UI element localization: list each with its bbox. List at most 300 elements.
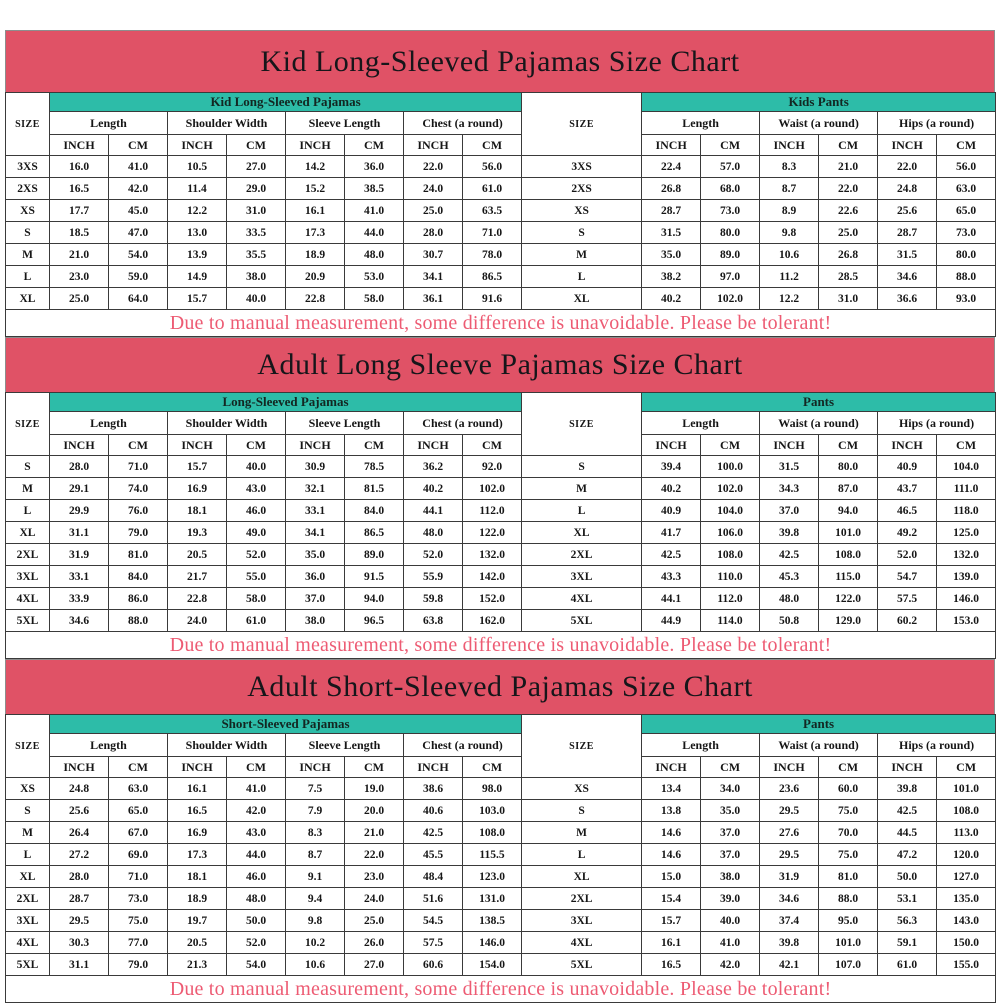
cell-value: 92.0 — [463, 456, 522, 478]
row-size-label: S — [6, 456, 50, 478]
cell-value: 122.0 — [463, 522, 522, 544]
cell-value: 162.0 — [463, 610, 522, 632]
row-size-label: 2XL — [522, 544, 642, 566]
cell-value: 79.0 — [109, 522, 168, 544]
cell-value: 61.0 — [227, 610, 286, 632]
cell-value: 49.2 — [878, 522, 937, 544]
cell-value: 9.8 — [760, 222, 819, 244]
cell-value: 42.1 — [760, 954, 819, 976]
row-size-label: S — [6, 222, 50, 244]
cell-value: 58.0 — [345, 288, 404, 310]
row-size-label: XL — [522, 866, 642, 888]
cell-value: 118.0 — [937, 500, 996, 522]
cell-value: 33.1 — [50, 566, 109, 588]
unit-header: INCH — [168, 757, 227, 778]
cell-value: 28.0 — [404, 222, 463, 244]
cell-value: 19.3 — [168, 522, 227, 544]
cell-value: 40.2 — [404, 478, 463, 500]
cell-value: 37.0 — [286, 588, 345, 610]
cell-value: 13.8 — [642, 800, 701, 822]
cell-value: 106.0 — [701, 522, 760, 544]
row-size-label: 2XS — [522, 178, 642, 200]
cell-value: 59.1 — [878, 932, 937, 954]
cell-value: 48.0 — [227, 888, 286, 910]
row-size-label: 3XL — [522, 910, 642, 932]
cell-value: 38.5 — [345, 178, 404, 200]
cell-value: 115.0 — [819, 566, 878, 588]
cell-value: 75.0 — [819, 800, 878, 822]
adult-long-size-table — [5, 392, 996, 659]
cell-value: 146.0 — [463, 932, 522, 954]
cell-value: 60.6 — [404, 954, 463, 976]
cell-value: 35.0 — [642, 244, 701, 266]
cell-value: 104.0 — [701, 500, 760, 522]
cell-value: 86.0 — [109, 588, 168, 610]
cell-value: 146.0 — [937, 588, 996, 610]
unit-header: CM — [227, 135, 286, 156]
table-row — [6, 932, 996, 954]
cell-value: 91.6 — [463, 288, 522, 310]
measure-group-header: Length — [642, 412, 760, 435]
row-size-label: 3XS — [6, 156, 50, 178]
cell-value: 132.0 — [463, 544, 522, 566]
cell-value: 50.0 — [878, 866, 937, 888]
cell-value: 153.0 — [937, 610, 996, 632]
unit-header: INCH — [50, 135, 109, 156]
cell-value: 40.9 — [642, 500, 701, 522]
cell-value: 35.5 — [227, 244, 286, 266]
cell-value: 120.0 — [937, 844, 996, 866]
cell-value: 31.9 — [50, 544, 109, 566]
cell-value: 21.0 — [50, 244, 109, 266]
cell-value: 101.0 — [819, 522, 878, 544]
cell-value: 48.4 — [404, 866, 463, 888]
cell-value: 28.7 — [50, 888, 109, 910]
cell-value: 15.2 — [286, 178, 345, 200]
adult-short-section-banner — [5, 659, 995, 714]
table-row — [6, 288, 996, 310]
unit-header: INCH — [642, 435, 701, 456]
cell-value: 19.0 — [345, 778, 404, 800]
cell-value: 14.9 — [168, 266, 227, 288]
header-row-measures — [6, 112, 996, 135]
cell-value: 40.6 — [404, 800, 463, 822]
unit-header: CM — [109, 435, 168, 456]
cell-value: 22.0 — [878, 156, 937, 178]
table-row — [6, 222, 996, 244]
cell-value: 29.0 — [227, 178, 286, 200]
measure-group-header: Length — [50, 734, 168, 757]
pants-table-title: Pants — [642, 715, 996, 734]
cell-value: 16.5 — [168, 800, 227, 822]
unit-header: CM — [937, 135, 996, 156]
cell-value: 154.0 — [463, 954, 522, 976]
unit-header: CM — [819, 757, 878, 778]
unit-header: CM — [227, 435, 286, 456]
cell-value: 16.5 — [50, 178, 109, 200]
cell-value: 24.8 — [50, 778, 109, 800]
cell-value: 10.6 — [286, 954, 345, 976]
cell-value: 101.0 — [819, 932, 878, 954]
cell-value: 108.0 — [937, 800, 996, 822]
cell-value: 123.0 — [463, 866, 522, 888]
measure-group-header: Chest (a round) — [404, 734, 522, 757]
table-row — [6, 954, 996, 976]
cell-value: 38.0 — [701, 866, 760, 888]
row-size-label: XL — [6, 522, 50, 544]
cell-value: 114.0 — [701, 610, 760, 632]
cell-value: 34.1 — [404, 266, 463, 288]
row-size-label: 4XL — [6, 588, 50, 610]
cell-value: 22.8 — [286, 288, 345, 310]
cell-value: 73.0 — [937, 222, 996, 244]
cell-value: 31.5 — [642, 222, 701, 244]
cell-value: 108.0 — [463, 822, 522, 844]
measure-group-header: Length — [50, 412, 168, 435]
unit-header: INCH — [168, 435, 227, 456]
cell-value: 35.0 — [286, 544, 345, 566]
unit-header: INCH — [878, 135, 937, 156]
cell-value: 78.0 — [463, 244, 522, 266]
cell-value: 40.0 — [701, 910, 760, 932]
cell-value: 19.7 — [168, 910, 227, 932]
row-size-label: 5XL — [6, 610, 50, 632]
row-size-label: L — [522, 266, 642, 288]
cell-value: 48.0 — [760, 588, 819, 610]
cell-value: 122.0 — [819, 588, 878, 610]
cell-value: 67.0 — [109, 822, 168, 844]
cell-value: 25.0 — [819, 222, 878, 244]
unit-header: INCH — [286, 135, 345, 156]
cell-value: 30.3 — [50, 932, 109, 954]
cell-value: 18.9 — [286, 244, 345, 266]
cell-value: 84.0 — [109, 566, 168, 588]
row-size-label: M — [522, 244, 642, 266]
measure-group-header: Sleeve Length — [286, 412, 404, 435]
cell-value: 102.0 — [701, 478, 760, 500]
header-row-measures — [6, 412, 996, 435]
unit-header: INCH — [760, 435, 819, 456]
cell-value: 55.9 — [404, 566, 463, 588]
cell-value: 81.0 — [109, 544, 168, 566]
garment-table-title: Short-Sleeved Pajamas — [50, 715, 522, 734]
cell-value: 10.5 — [168, 156, 227, 178]
cell-value: 100.0 — [701, 456, 760, 478]
unit-header: INCH — [404, 435, 463, 456]
kid-size-table — [5, 92, 996, 337]
cell-value: 37.4 — [760, 910, 819, 932]
cell-value: 29.1 — [50, 478, 109, 500]
cell-value: 42.5 — [878, 800, 937, 822]
section-kid-long-sleeved — [5, 30, 995, 337]
cell-value: 98.0 — [463, 778, 522, 800]
cell-value: 56.3 — [878, 910, 937, 932]
unit-header: CM — [819, 135, 878, 156]
row-size-label: 3XL — [522, 566, 642, 588]
table-row — [6, 822, 996, 844]
cell-value: 52.0 — [227, 932, 286, 954]
cell-value: 45.3 — [760, 566, 819, 588]
cell-value: 21.0 — [345, 822, 404, 844]
cell-value: 34.6 — [878, 266, 937, 288]
cell-value: 28.0 — [50, 456, 109, 478]
cell-value: 16.9 — [168, 822, 227, 844]
cell-value: 60.2 — [878, 610, 937, 632]
cell-value: 31.5 — [760, 456, 819, 478]
cell-value: 63.8 — [404, 610, 463, 632]
table-row — [6, 178, 996, 200]
cell-value: 43.7 — [878, 478, 937, 500]
cell-value: 54.7 — [878, 566, 937, 588]
cell-value: 127.0 — [937, 866, 996, 888]
row-size-label: 2XL — [6, 888, 50, 910]
cell-value: 31.0 — [819, 288, 878, 310]
cell-value: 46.0 — [227, 866, 286, 888]
cell-value: 36.2 — [404, 456, 463, 478]
cell-value: 56.0 — [937, 156, 996, 178]
row-size-label: 3XS — [522, 156, 642, 178]
cell-value: 11.2 — [760, 266, 819, 288]
unit-header: INCH — [760, 757, 819, 778]
cell-value: 29.5 — [760, 800, 819, 822]
cell-value: 20.9 — [286, 266, 345, 288]
size-column-header: SIZE — [6, 93, 50, 156]
cell-value: 23.0 — [345, 866, 404, 888]
row-size-label: XS — [6, 200, 50, 222]
cell-value: 135.0 — [937, 888, 996, 910]
cell-value: 86.5 — [463, 266, 522, 288]
cell-value: 56.0 — [463, 156, 522, 178]
cell-value: 57.0 — [701, 156, 760, 178]
cell-value: 26.8 — [819, 244, 878, 266]
cell-value: 11.4 — [168, 178, 227, 200]
disclaimer-row — [6, 976, 996, 1003]
cell-value: 57.5 — [404, 932, 463, 954]
unit-header: INCH — [50, 757, 109, 778]
disclaimer-text: Due to manual measurement, some difference is unavoidable. Please be tolerant! — [6, 976, 996, 1003]
measure-group-header: Shoulder Width — [168, 412, 286, 435]
cell-value: 13.4 — [642, 778, 701, 800]
cell-value: 96.5 — [345, 610, 404, 632]
unit-header: CM — [109, 757, 168, 778]
unit-header: CM — [463, 135, 522, 156]
cell-value: 34.6 — [760, 888, 819, 910]
unit-header: INCH — [50, 435, 109, 456]
cell-value: 143.0 — [937, 910, 996, 932]
cell-value: 40.0 — [227, 456, 286, 478]
cell-value: 21.7 — [168, 566, 227, 588]
cell-value: 16.5 — [642, 954, 701, 976]
disclaimer-row — [6, 632, 996, 659]
cell-value: 44.0 — [345, 222, 404, 244]
disclaimer-row — [6, 310, 996, 337]
cell-value: 34.0 — [701, 778, 760, 800]
cell-value: 52.0 — [878, 544, 937, 566]
cell-value: 33.9 — [50, 588, 109, 610]
header-row-titles — [6, 93, 996, 112]
measure-group-header: Waist (a round) — [760, 734, 878, 757]
cell-value: 33.5 — [227, 222, 286, 244]
unit-header: CM — [345, 757, 404, 778]
cell-value: 8.9 — [760, 200, 819, 222]
row-size-label: 5XL — [522, 954, 642, 976]
measure-group-header: Length — [50, 112, 168, 135]
section-adult-long-sleeve — [5, 337, 995, 659]
cell-value: 44.0 — [227, 844, 286, 866]
cell-value: 80.0 — [937, 244, 996, 266]
cell-value: 30.7 — [404, 244, 463, 266]
cell-value: 17.3 — [168, 844, 227, 866]
cell-value: 70.0 — [819, 822, 878, 844]
section-title: Kid Long-Sleeved Pajamas Size Chart — [260, 44, 740, 78]
cell-value: 108.0 — [819, 544, 878, 566]
cell-value: 42.5 — [404, 822, 463, 844]
cell-value: 36.0 — [286, 566, 345, 588]
cell-value: 15.7 — [642, 910, 701, 932]
cell-value: 125.0 — [937, 522, 996, 544]
cell-value: 8.3 — [286, 822, 345, 844]
unit-header: CM — [701, 435, 760, 456]
cell-value: 24.0 — [404, 178, 463, 200]
row-size-label: M — [6, 244, 50, 266]
cell-value: 39.4 — [642, 456, 701, 478]
cell-value: 27.2 — [50, 844, 109, 866]
cell-value: 29.9 — [50, 500, 109, 522]
cell-value: 36.6 — [878, 288, 937, 310]
cell-value: 44.1 — [642, 588, 701, 610]
cell-value: 46.5 — [878, 500, 937, 522]
table-row — [6, 610, 996, 632]
cell-value: 84.0 — [345, 500, 404, 522]
cell-value: 55.0 — [227, 566, 286, 588]
row-size-label: 5XL — [6, 954, 50, 976]
cell-value: 22.6 — [819, 200, 878, 222]
cell-value: 54.0 — [227, 954, 286, 976]
cell-value: 41.0 — [345, 200, 404, 222]
cell-value: 29.5 — [760, 844, 819, 866]
measure-group-header: Hips (a round) — [878, 412, 996, 435]
cell-value: 37.0 — [760, 500, 819, 522]
cell-value: 113.0 — [937, 822, 996, 844]
cell-value: 49.0 — [227, 522, 286, 544]
cell-value: 43.3 — [642, 566, 701, 588]
row-size-label: S — [522, 800, 642, 822]
cell-value: 139.0 — [937, 566, 996, 588]
cell-value: 131.0 — [463, 888, 522, 910]
cell-value: 44.5 — [878, 822, 937, 844]
cell-value: 91.5 — [345, 566, 404, 588]
row-size-label: 3XL — [6, 910, 50, 932]
cell-value: 89.0 — [701, 244, 760, 266]
cell-value: 34.3 — [760, 478, 819, 500]
measure-group-header: Length — [642, 734, 760, 757]
size-chart-page — [5, 30, 995, 1003]
cell-value: 25.6 — [878, 200, 937, 222]
row-size-label: XL — [6, 866, 50, 888]
cell-value: 44.9 — [642, 610, 701, 632]
cell-value: 50.0 — [227, 910, 286, 932]
cell-value: 28.5 — [819, 266, 878, 288]
cell-value: 28.7 — [642, 200, 701, 222]
row-size-label: 2XL — [6, 544, 50, 566]
unit-header: INCH — [642, 135, 701, 156]
cell-value: 81.5 — [345, 478, 404, 500]
cell-value: 112.0 — [463, 500, 522, 522]
cell-value: 37.0 — [701, 844, 760, 866]
cell-value: 16.1 — [168, 778, 227, 800]
table-row — [6, 910, 996, 932]
unit-header: CM — [227, 757, 286, 778]
cell-value: 42.0 — [109, 178, 168, 200]
cell-value: 32.1 — [286, 478, 345, 500]
header-row-units — [6, 435, 996, 456]
row-size-label: 4XL — [522, 932, 642, 954]
cell-value: 42.0 — [227, 800, 286, 822]
cell-value: 27.0 — [227, 156, 286, 178]
cell-value: 63.5 — [463, 200, 522, 222]
row-size-label: L — [6, 266, 50, 288]
cell-value: 28.7 — [878, 222, 937, 244]
cell-value: 30.9 — [286, 456, 345, 478]
garment-table-title: Long-Sleeved Pajamas — [50, 393, 522, 412]
cell-value: 36.1 — [404, 288, 463, 310]
measure-group-header: Hips (a round) — [878, 112, 996, 135]
cell-value: 80.0 — [701, 222, 760, 244]
cell-value: 78.5 — [345, 456, 404, 478]
cell-value: 52.0 — [227, 544, 286, 566]
cell-value: 93.0 — [937, 288, 996, 310]
cell-value: 53.0 — [345, 266, 404, 288]
cell-value: 48.0 — [404, 522, 463, 544]
cell-value: 27.6 — [760, 822, 819, 844]
unit-header: INCH — [878, 757, 937, 778]
cell-value: 9.8 — [286, 910, 345, 932]
cell-value: 16.1 — [642, 932, 701, 954]
row-size-label: L — [522, 844, 642, 866]
cell-value: 101.0 — [937, 778, 996, 800]
row-size-label: XS — [522, 778, 642, 800]
cell-value: 81.0 — [819, 866, 878, 888]
cell-value: 10.2 — [286, 932, 345, 954]
cell-value: 18.1 — [168, 500, 227, 522]
cell-value: 102.0 — [463, 478, 522, 500]
cell-value: 88.0 — [109, 610, 168, 632]
disclaimer-text: Due to manual measurement, some difference is unavoidable. Please be tolerant! — [6, 310, 996, 337]
cell-value: 13.9 — [168, 244, 227, 266]
table-row — [6, 244, 996, 266]
cell-value: 138.5 — [463, 910, 522, 932]
cell-value: 59.0 — [109, 266, 168, 288]
cell-value: 71.0 — [109, 456, 168, 478]
cell-value: 41.0 — [701, 932, 760, 954]
disclaimer-text: Due to manual measurement, some difference is unavoidable. Please be tolerant! — [6, 632, 996, 659]
cell-value: 14.2 — [286, 156, 345, 178]
header-row-titles — [6, 715, 996, 734]
cell-value: 57.5 — [878, 588, 937, 610]
cell-value: 65.0 — [109, 800, 168, 822]
measure-group-header: Sleeve Length — [286, 112, 404, 135]
cell-value: 63.0 — [109, 778, 168, 800]
row-size-label: 5XL — [522, 610, 642, 632]
cell-value: 29.5 — [50, 910, 109, 932]
cell-value: 88.0 — [819, 888, 878, 910]
row-size-label: L — [522, 500, 642, 522]
measure-group-header: Waist (a round) — [760, 412, 878, 435]
row-size-label: 4XL — [522, 588, 642, 610]
cell-value: 24.8 — [878, 178, 937, 200]
cell-value: 45.5 — [404, 844, 463, 866]
unit-header: INCH — [404, 757, 463, 778]
